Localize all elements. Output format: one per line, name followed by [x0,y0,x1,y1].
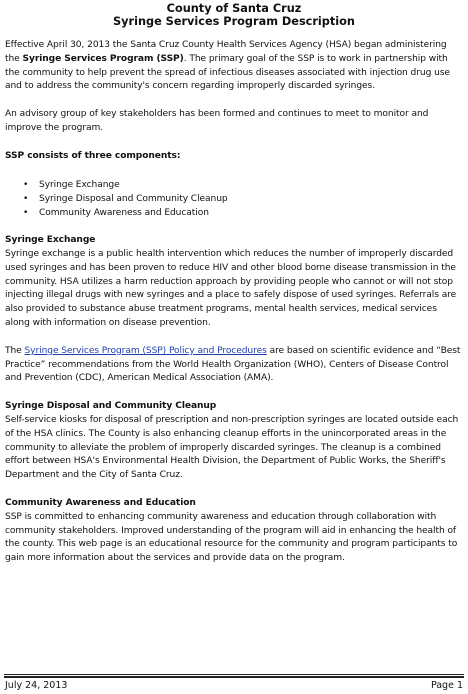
disposal-heading: Syringe Disposal and Community Cleanup [5,401,217,412]
awareness-paragraph: SSP is committed to enhancing community awareness and education through collaboration with community stakeholders. Improved understanding of the program will aid in enhancing the health of the county. This web page is an educational resource for the community and program participants to gain more information about the services and provide data on the program. [5,511,458,564]
intro-paragraph [5,39,464,94]
policy-paragraph [5,345,464,386]
footer-divider [4,674,464,675]
footer-date: July 24, 2013 [5,680,68,691]
list-item-text: Syringe Disposal and Community Cleanup [39,193,228,204]
policy-text-start: The [5,345,25,356]
advisory-paragraph: An advisory group of key stakeholders has been formed and continues to meet to monitor and improve the program. [5,109,429,133]
components-heading: SSP consists of three components: [5,150,181,161]
header-program-title: Syringe Services Program Description [113,15,355,28]
header-county-title: County of Santa Cruz [166,2,302,15]
list-item [23,192,464,206]
document-header [0,2,468,28]
bullet-icon: • [23,179,29,190]
list-item [23,206,464,220]
document-body [5,39,464,580]
bullet-icon: • [23,193,29,204]
policy-procedures-link[interactable]: Syringe Services Program (SSP) Policy and Procedures [24,345,267,356]
intro-text-end: . The primary goal of the SSP is to work in partnership with the community to help prevent the spread of infectious diseases associated with injection drug use and to address the community's concern regarding improperly discarded syringes. [5,53,450,92]
intro-text-start: Effective April 30, 2013 the Santa Cruz County Health Services Agency (HSA) began administering the [5,40,447,64]
footer-divider-thick [4,676,464,678]
footer-page-number: Page 1 [430,680,463,691]
exchange-heading: Syringe Exchange [5,235,96,246]
list-item [23,178,464,192]
components-list [5,178,464,221]
intro-program-name: Syringe Services Program (SSP) [22,53,184,64]
list-item-text: Community Awareness and Education [39,207,209,218]
list-item-text: Syringe Exchange [39,179,120,190]
policy-text-end: are based on scientific evidence and “Best Practice” recommendations from the World Health Organization (WHO), Centers of Disease Control and Prevention (CDC), American Medical Association (AMA). [5,345,461,384]
awareness-heading: Community Awareness and Education [5,497,196,508]
disposal-paragraph: Self-service kiosks for disposal of prescription and non-prescription syringes are located outside each of the HSA clinics. The County is also enhancing cleanup efforts in the unincorporated areas in the community to alleviate the problem of improperly discarded syringes. The cleanup is a combined effort between HSA's Environmental Health Division, the Department of Public Works, the Sheriff's Department and the City of Santa Cruz. [5,414,459,481]
exchange-paragraph: Syringe exchange is a public health intervention which reduces the number of improperly discarded used syringes and has been proven to reduce HIV and other blood borne disease transmission in the community. HSA utilizes a harm reduction approach by providing people who cannot or will not stop injecting illegal drugs with new syringes and a place to safely dispose of used syringes. Referrals are also provided to substance abuse treatment programs, mental health services, medical services along with information on disease prevention. [5,248,457,328]
bullet-icon: • [23,207,29,218]
